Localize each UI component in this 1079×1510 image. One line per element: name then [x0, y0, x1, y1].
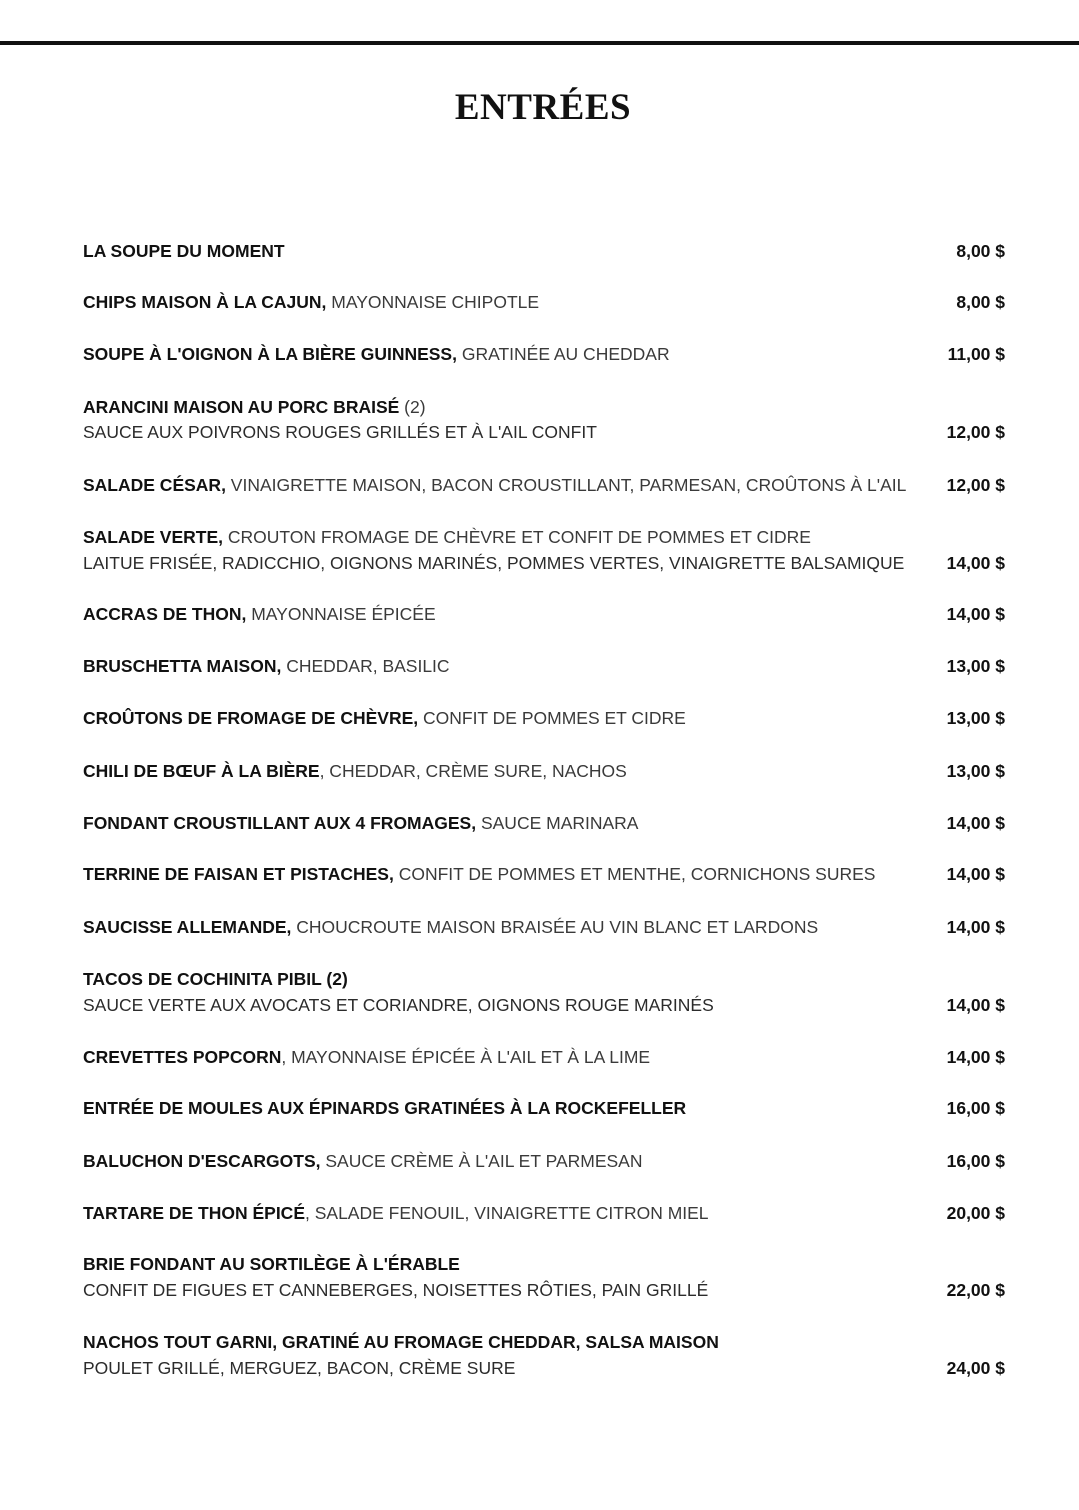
item-line-1	[83, 863, 875, 885]
item-line-1	[83, 343, 670, 365]
item-line-1	[83, 916, 818, 938]
item-line-1	[83, 812, 638, 834]
item-name: CROÛTONS DE FROMAGE DE CHÈVRE,	[83, 708, 419, 728]
item-price: 8,00 $	[956, 292, 1005, 312]
item-line-1	[83, 396, 426, 418]
item-description: MAYONNAISE ÉPICÉE	[246, 604, 436, 624]
item-name: BRIE FONDANT AU SORTILÈGE À L'ÉRABLE	[83, 1254, 460, 1274]
item-price: 13,00 $	[946, 761, 1005, 781]
item-description: VINAIGRETTE MAISON, BACON CROUSTILLANT, PARMESAN, CROÛTONS À L'AIL	[225, 475, 907, 495]
item-name: SALADE VERTE,	[83, 527, 224, 547]
item-price: 13,00 $	[946, 708, 1005, 728]
item-name: BALUCHON D'ESCARGOTS,	[83, 1151, 321, 1171]
item-price: 14,00 $	[946, 864, 1005, 884]
item-line-1	[83, 1150, 643, 1172]
item-name: TARTARE DE THON ÉPICÉ	[83, 1203, 305, 1223]
item-line-1	[83, 1331, 719, 1353]
item-price: 24,00 $	[946, 1358, 1005, 1378]
item-price: 22,00 $	[946, 1280, 1005, 1300]
item-line-1	[83, 1253, 460, 1275]
item-price: 14,00 $	[946, 995, 1005, 1015]
item-description: SAUCE MARINARA	[476, 813, 639, 833]
item-price: 14,00 $	[946, 553, 1005, 573]
item-price: 14,00 $	[946, 813, 1005, 833]
item-line-1	[83, 474, 906, 496]
item-name: ENTRÉE DE MOULES AUX ÉPINARDS GRATINÉES À LA ROCKEFELLER	[83, 1098, 687, 1118]
item-price: 14,00 $	[946, 1047, 1005, 1067]
item-line-1	[83, 968, 348, 990]
page-title: ENTRÉES	[454, 87, 632, 128]
item-name: FONDANT CROUSTILLANT AUX 4 FROMAGES,	[83, 813, 477, 833]
item-description: , SALADE FENOUIL, VINAIGRETTE CITRON MIEL	[305, 1203, 709, 1223]
item-name: SALADE CÉSAR,	[83, 475, 226, 495]
item-price: 14,00 $	[946, 604, 1005, 624]
item-description: GRATINÉE AU CHEDDAR	[456, 344, 670, 364]
item-name: BRUSCHETTA MAISON,	[83, 656, 282, 676]
item-line-1	[83, 1202, 709, 1224]
item-name: ACCRAS DE THON,	[83, 604, 247, 624]
item-price: 16,00 $	[946, 1098, 1005, 1118]
item-name: SOUPE À L'OIGNON À LA BIÈRE GUINNESS,	[83, 344, 457, 364]
item-description: SAUCE CRÈME À L'AIL ET PARMESAN	[320, 1151, 643, 1171]
item-description: (2)	[399, 397, 426, 417]
item-line-1	[83, 603, 436, 625]
item-line-1	[83, 707, 686, 729]
item-price: 8,00 $	[956, 241, 1005, 261]
item-line-1	[83, 291, 539, 313]
item-description: , MAYONNAISE ÉPICÉE À L'AIL ET À LA LIME	[281, 1047, 651, 1067]
item-name: LA SOUPE DU MOMENT	[83, 241, 285, 261]
item-description: CHOUCROUTE MAISON BRAISÉE AU VIN BLANC ET LARDONS	[291, 917, 819, 937]
item-line-2: LAITUE FRISÉE, RADICCHIO, OIGNONS MARINÉS, POMMES VERTES, VINAIGRETTE BALSAMIQUE	[83, 553, 905, 573]
item-description: CHEDDAR, BASILIC	[281, 656, 450, 676]
item-line-1	[83, 1046, 650, 1068]
item-name: TACOS DE COCHINITA PIBIL (2)	[83, 969, 348, 989]
item-line-1	[83, 760, 627, 782]
item-name: SAUCISSE ALLEMANDE,	[83, 917, 292, 937]
item-description: MAYONNAISE CHIPOTLE	[326, 292, 540, 312]
item-price: 13,00 $	[946, 656, 1005, 676]
item-line-1	[83, 526, 811, 548]
item-line-2: CONFIT DE FIGUES ET CANNEBERGES, NOISETTES RÔTIES, PAIN GRILLÉ	[83, 1280, 709, 1300]
item-description: CONFIT DE POMMES ET MENTHE, CORNICHONS SURES	[393, 864, 876, 884]
item-name: ARANCINI MAISON AU PORC BRAISÉ	[83, 397, 400, 417]
item-name: CHIPS MAISON À LA CAJUN,	[83, 292, 327, 312]
item-description: CONFIT DE POMMES ET CIDRE	[418, 708, 686, 728]
item-description: CROUTON FROMAGE DE CHÈVRE ET CONFIT DE POMMES ET CIDRE	[223, 527, 811, 547]
item-name: NACHOS TOUT GARNI, GRATINÉ AU FROMAGE CHEDDAR, SALSA MAISON	[83, 1332, 719, 1352]
item-line-2: POULET GRILLÉ, MERGUEZ, BACON, CRÈME SURE	[83, 1358, 516, 1378]
item-price: 16,00 $	[946, 1151, 1005, 1171]
item-line-1	[83, 655, 450, 677]
item-price: 14,00 $	[946, 917, 1005, 937]
item-line-2: SAUCE AUX POIVRONS ROUGES GRILLÉS ET À L'AIL CONFIT	[83, 422, 597, 442]
item-line-2: SAUCE VERTE AUX AVOCATS ET CORIANDRE, OIGNONS ROUGE MARINÉS	[83, 995, 714, 1015]
item-price: 20,00 $	[946, 1203, 1005, 1223]
item-price: 12,00 $	[946, 475, 1005, 495]
item-price: 12,00 $	[946, 422, 1005, 442]
item-name: CHILI DE BŒUF À LA BIÈRE	[83, 761, 320, 781]
item-name: CREVETTES POPCORN	[83, 1047, 282, 1067]
item-price: 11,00 $	[947, 344, 1005, 364]
item-line-1	[83, 240, 285, 262]
item-description: , CHEDDAR, CRÈME SURE, NACHOS	[319, 761, 627, 781]
menu-list	[83, 0, 1005, 1510]
item-line-1	[83, 1097, 686, 1119]
item-name: TERRINE DE FAISAN ET PISTACHES,	[83, 864, 394, 884]
